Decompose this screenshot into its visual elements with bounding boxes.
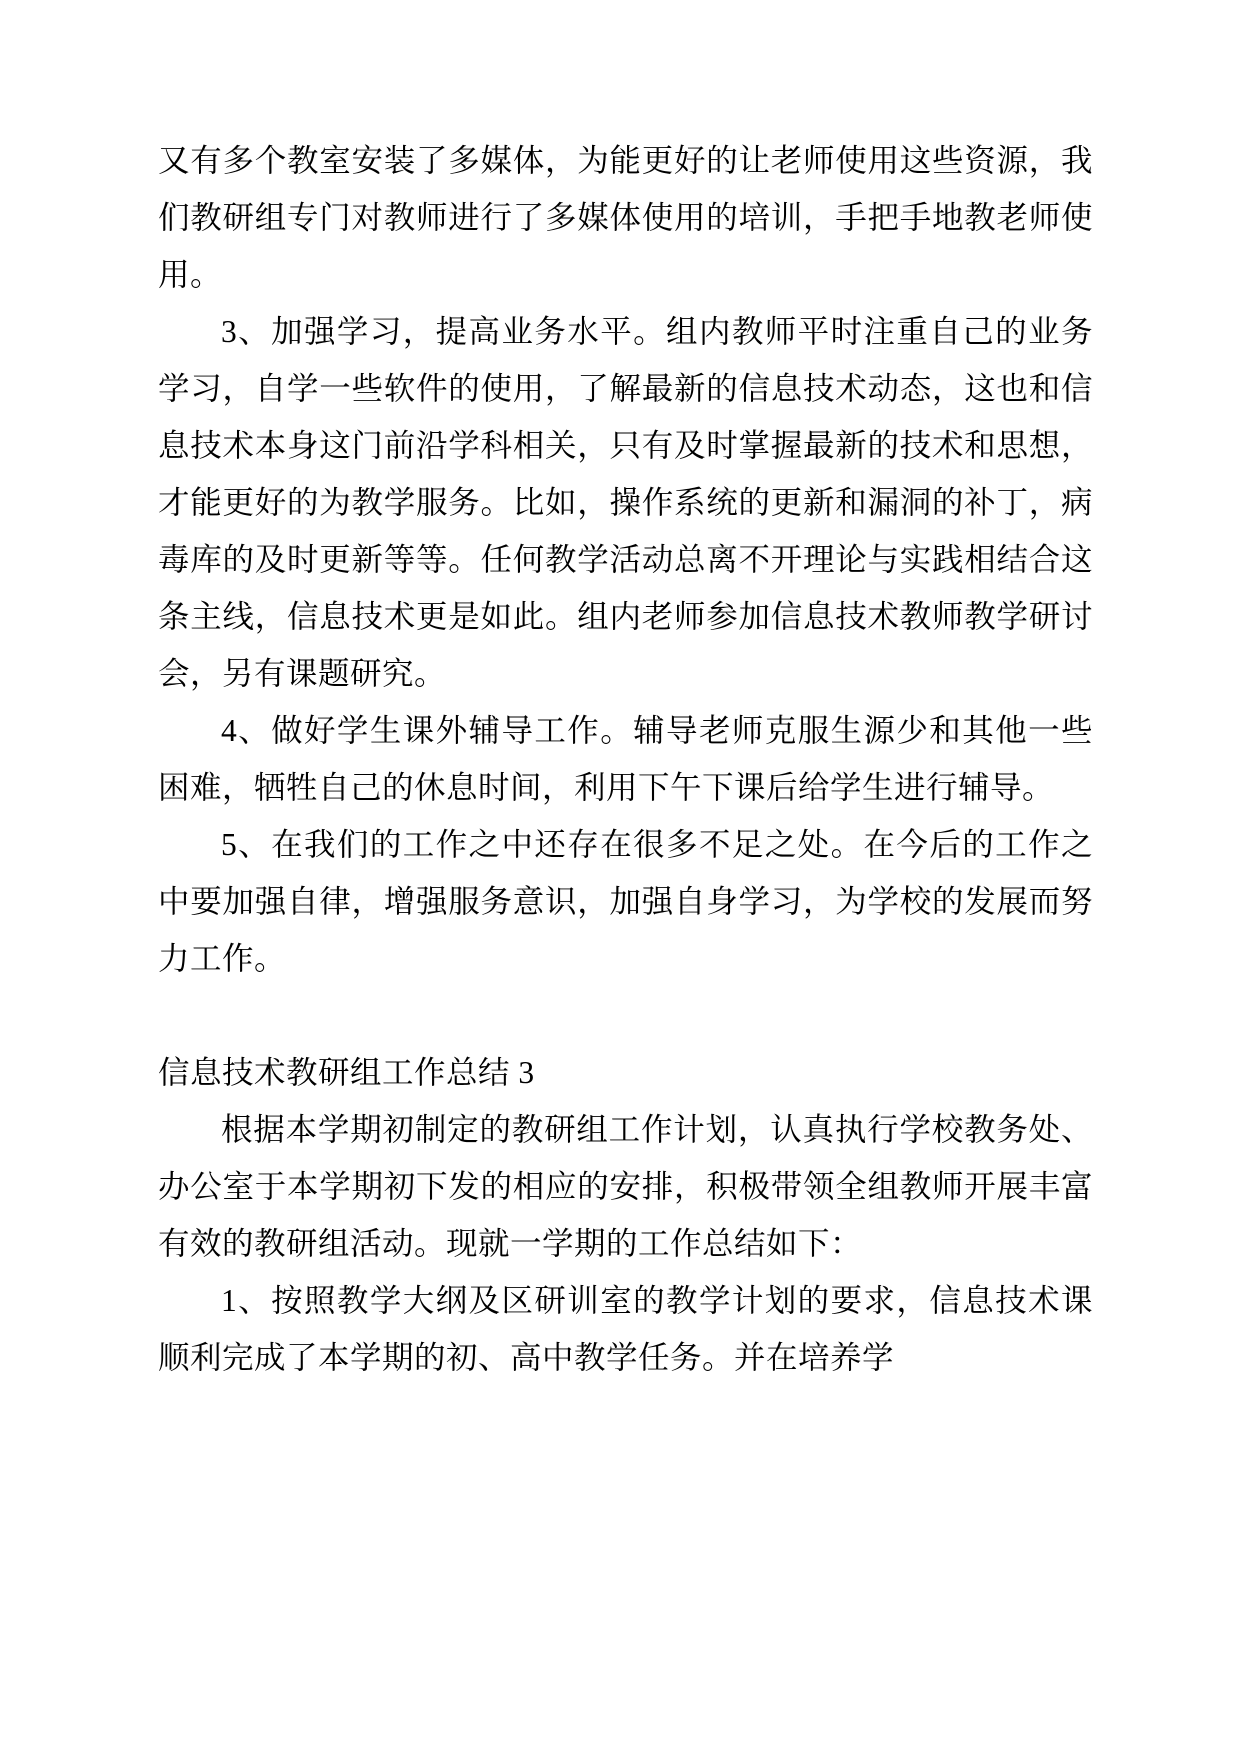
paragraph-item-3: 3、加强学习，提高业务水平。组内教师平时注重自己的业务学习，自学一些软件的使用，了解最新的信息技术动态，这也和信息技术本身这门前沿学科相关，只有及时掌握最新的技术和思想，才能更好的为教学服务。比如，操作系统的更新和漏洞的补丁，病毒库的及时更新等等。任何教学活动总离不开理论与实践相结合这条主线，信息技术更是如此。组内老师参加信息技术教师教学研讨会，另有课题研究。 (158, 314, 1093, 691)
section-spacer (158, 987, 1093, 1044)
paragraph-item-5: 5、在我们的工作之中还存在很多不足之处。在今后的工作之中要加强自律，增强服务意识，加强自身学习，为学校的发展而努力工作。 (158, 827, 1093, 976)
section-heading: 信息技术教研组工作总结 3 (158, 1055, 535, 1090)
paragraph-intro: 根据本学期初制定的教研组工作计划，认真执行学校教务处、办公室于本学期初下发的相应的安排，积极带领全组教师开展丰富有效的教研组活动。现就一学期的工作总结如下： (158, 1112, 1093, 1261)
document-body (158, 132, 1093, 1386)
paragraph-continued: 又有多个教室安装了多媒体，为能更好的让老师使用这些资源，我们教研组专门对教师进行了多媒体使用的培训，手把手地教老师使用。 (158, 143, 1093, 292)
paragraph-new-item-1: 1、按照教学大纲及区研训室的教学计划的要求，信息技术课顺利完成了本学期的初、高中教学任务。并在培养学 (158, 1283, 1093, 1375)
paragraph-item-4: 4、做好学生课外辅导工作。辅导老师克服生源少和其他一些困难，牺牲自己的休息时间，利用下午下课后给学生进行辅导。 (158, 713, 1093, 805)
